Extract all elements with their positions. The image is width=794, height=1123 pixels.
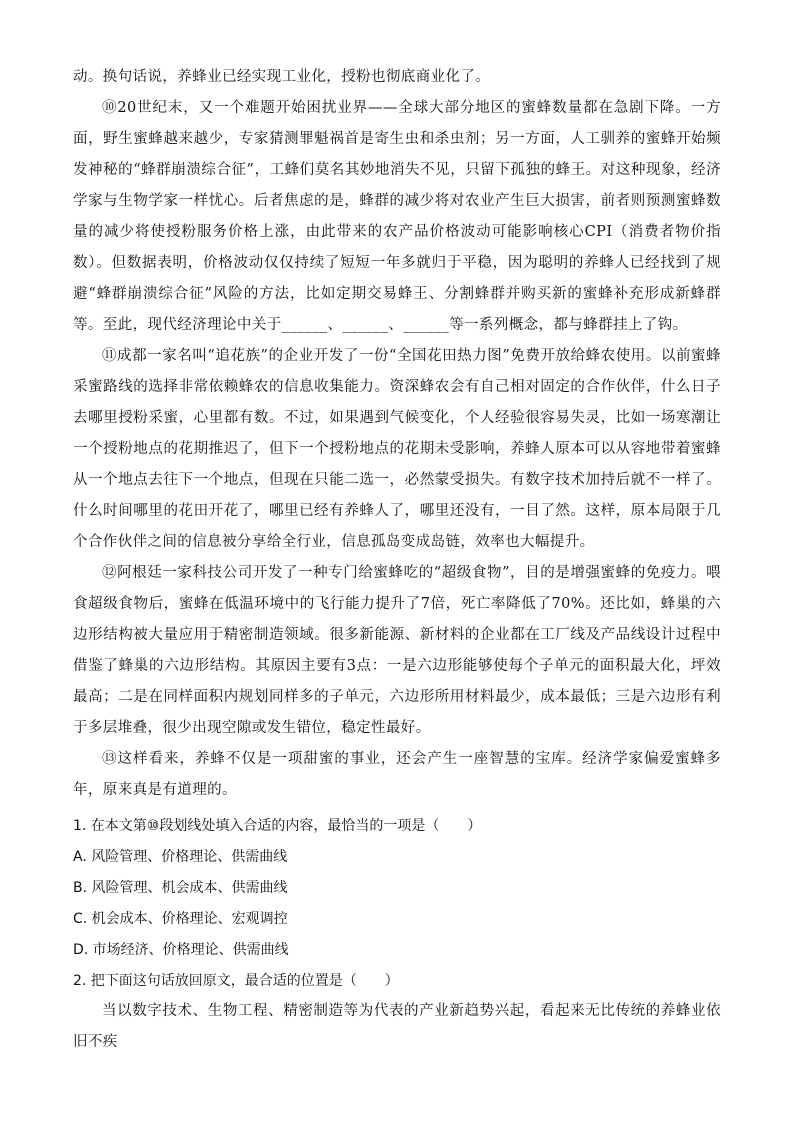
paragraph-12: ⑫阿根廷一家科技公司开发了一种专门给蜜蜂吃的“超级食物”，目的是增强蜜蜂的免疫力。喂食超级食物后，蜜蜂在低温环境中的飞行能力提升了7倍，死亡率降低了70%。还比如，蜂巢的六边形结构被大量应用于精密制造领域。很多新能源、新材料的企业都在工厂线及产品线设计过程中借鉴了蜂巢的六边形结构。其原因主要有3点：一是六边形能够使每个子单元的面积最大化，坪效最高；二是在同样面积内规划同样多的子单元，六边形所用材料最少，成本最低；三是六边形有利于多层堆叠，很少出现空隙或发生错位，稳定性最好。 — [73, 565, 721, 736]
question-1-option-b: B. 风险管理、机会成本、供需曲线 — [73, 880, 288, 896]
paragraph-13: ⑬这样看来，养蜂不仅是一项甜蜜的事业，还会产生一座智慧的宝库。经济学家偏爱蜜蜂多年，原来真是有道理的。 — [73, 751, 721, 798]
question-1-option-d: D. 市场经济、价格理论、供需曲线 — [73, 942, 289, 958]
paragraph-continuation: 动。换句话说，养蜂业已经实现工业化，授粉也彻底商业化了。 — [73, 69, 491, 85]
paragraph-10: ⑩20世纪末，又一个难题开始困扰业界——全球大部分地区的蜜蜂数量都在急剧下降。一方面，野生蜜蜂越来越少，专家猜测罪魁祸首是寄生虫和杀虫剂；另一方面，人工驯养的蜜蜂开始频发神秘的“蜂群崩溃综合征”，工蜂们莫名其妙地消失不见，只留下孤独的蜂王。对这种现象，经济学家与生物学家一样忧心。后者焦虑的是，蜂群的减少将对农业产生巨大损害，前者则预测蜜蜂数量的减少将使授粉服务价格上涨，由此带来的农产品价格波动可能影响核心CPI（消费者物价指数）。但数据表明，价格波动仅仅持续了短短一年多就归于平稳，因为聪明的养蜂人已经找到了规避“蜂群崩溃综合征”风险的方法，比如定期交易蜂王、分割蜂群并购买新的蜜蜂补充形成新蜂群等。至此，现代经济理论中关于______、______、______等一系列概念，都与蜂群挂上了钩。 — [73, 100, 721, 333]
question-1-option-a: A. 风险管理、价格理论、供需曲线 — [73, 849, 288, 865]
quoted-sentence: 当以数字技术、生物工程、精密制造等为代表的产业新趋势兴起，看起来无比传统的养蜂业依旧不疾 — [73, 1003, 721, 1050]
paragraph-11: ⑪成都一家名叫“追花族”的企业开发了一份“全国花田热力图”免费开放给蜂农使用。以前蜜蜂采蜜路线的选择非常依赖蜂农的信息收集能力。资深蜂农会有自己相对固定的合作伙伴，什么日子去哪里授粉采蜜，心里都有数。不过，如果遇到气候变化，个人经验很容易失灵，比如一场寒潮让一个授粉地点的花期推迟了，但下一个授粉地点的花期未受影响，养蜂人原本可以从容地带着蜜蜂从一个地点去往下一个地点，但现在只能二选一，必然蒙受损失。有数字技术加持后就不一样了。什么时间哪里的花田开花了，哪里已经有养蜂人了，哪里还没有，一目了然。这样，原本局限于几个合作伙伴之间的信息被分享给全行业，信息孤岛变成岛链，效率也大幅提升。 — [73, 348, 721, 550]
question-2: 2. 把下面这句话放回原文，最合适的位置是（ ） — [73, 973, 399, 989]
question-1: 1. 在本文第⑩段划线处填入合适的内容，最恰当的一项是（ ） — [73, 818, 482, 834]
question-1-option-c: C. 机会成本、价格理论、宏观调控 — [73, 911, 288, 927]
